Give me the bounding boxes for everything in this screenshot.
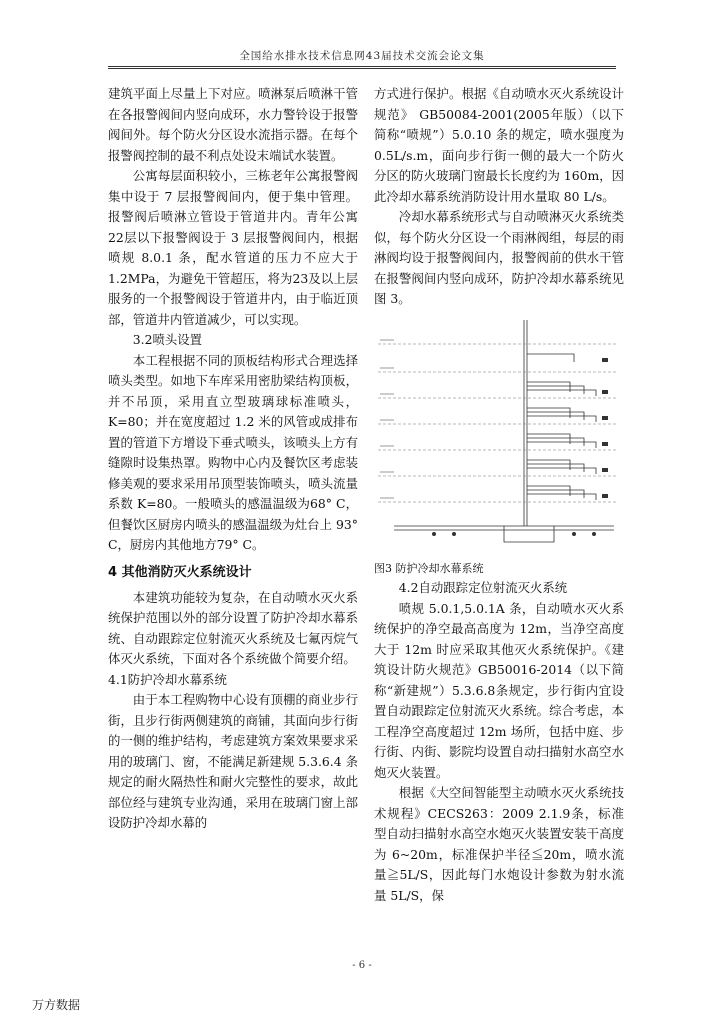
section-heading-4: 4 其他消防灭火系统设计: [108, 564, 252, 580]
left-column: [108, 84, 358, 834]
right-paragraph-4: 根据《大空间智能型主动喷水灭火系统技术规程》CECS263：2009 2.1.9条，标准型自动扫描射水高空水炮灭火装置安装干高度为 6~20m，标准保护半径≦20m，喷水流量≧5L/S，因此每门水炮设计参数为射水流量 5L/S，保: [374, 785, 624, 903]
right-column: [374, 84, 624, 906]
right-paragraph-2: 冷却水幕系统形式与自动喷淋灭火系统类似，每个防火分区设一个雨淋阀组，每层的雨淋阀均设于报警阀间内，报警阀前的供水干管在报警阀间内竖向成环，防护冷却水幕系统见图 3。: [374, 209, 624, 306]
section-heading-4-2: 4.2自动跟踪定位射流灭火系统: [398, 580, 568, 595]
section-heading-4-1: 4.1防护冷却水幕系统: [108, 671, 227, 687]
watermark-text: 万方数据: [32, 998, 81, 1012]
page-number: - 6 -: [352, 960, 372, 971]
left-paragraph-5: 由于本工程购物中心设有顶棚的商业步行街，且步行街两侧建筑的商铺，其面向步行街的一侧的维护结构，考虑建筑方案效果要求采用的玻璃门、窗，不能满足新建规 5.3.6.4 条规定的耐火隔热性和耐火完整性的要求，故此部位经与建筑专业沟通，采用在玻璃门窗上部设防护冷却水幕的: [108, 692, 358, 830]
left-paragraph-3: 本工程根据不同的顶板结构形式合理选择喷头类型。如地下车库采用密肋梁结构顶板，并不吊顶，采用直立型玻璃球标准喷头，K=80；并在宽度超过 1.2 米的风管或成排布置的管道下方增设下垂式喷头，该喷头上方有缝隙时设集热罩。购物中心内及餐饮区考虑装修美观的要求采用吊顶型装饰喷头，喷头流量系数 K=80。一般喷头的感温温级为68° C，但餐饮区厨房内喷头的感温温级为灶台上 93° C，厨房内其他地方79° C。: [108, 352, 358, 552]
header-rule-thin: [108, 68, 616, 69]
water-curtain-system-diagram: [374, 314, 622, 554]
header-rule: [108, 66, 616, 67]
section-heading-3-2: 3.2喷头设置: [132, 332, 203, 347]
left-paragraph-2: 公寓每层面积较小，三栋老年公寓报警阀集中设于 7 层报警阀间内，便于集中管理。报警阀后喷淋立管设于管道井内。青年公寓22层以下报警阀设于 3 层报警阀间内，根据喷规 8.0.1 条，配水管道的压力不应大于1.2MPa，为避免干管超压，将为23及以上层服务的一个报警阀设于管道井内，由于临近顶部，管道井内管道减少，可以实现。: [108, 168, 358, 327]
left-paragraph-4: 本建筑功能较为复杂，在自动喷水灭火系统保护范围以外的部分设置了防护冷却水幕系统、自动跟踪定位射流灭火系统及七氟丙烷气体灭火系统，下面对各个系统做个简要介绍。: [108, 589, 358, 666]
left-paragraph-1: 建筑平面上尽量上下对应。喷淋泵后喷淋干管在各报警阀间内竖向成环，水力警铃设于报警阀间外。每个防火分区设水流指示器。在每个报警阀控制的最不利点处设末端试水装置。: [108, 86, 358, 163]
right-paragraph-1: 方式进行保护。根据《自动喷水灭火系统设计规范》 GB50084-2001(2005年版）（以下简称“喷规”）5.0.10 条的规定，喷水强度为 0.5L/s.m，面向步行街一侧的最大一个防火分区的防火玻璃门窗最长长度约为 160m，因此冷却水幕系统消防设计用水量取 80 L/s。: [374, 86, 624, 204]
right-paragraph-3: 喷规 5.0.1,5.0.1A 条，自动喷水灭火系统保护的净空最高高度为 12m，当净空高度大于 12m 时应采取其他灭火系统保护。《建筑设计防火规范》GB50016-2014（以下简称“新建规”）5.3.6.8条规定，步行街内宜设置自动跟踪定位射流灭火系统。综合考虑，本工程净空高度超过 12m 场所，包括中庭、步行街、内街、影院均设置自动扫描射水高空水炮灭火装置。: [374, 600, 624, 780]
figure-caption: 图3 防护冷却水幕系统: [374, 562, 484, 575]
running-header: 全国给水排水技术信息网43届技术交流会论文集: [239, 50, 485, 62]
